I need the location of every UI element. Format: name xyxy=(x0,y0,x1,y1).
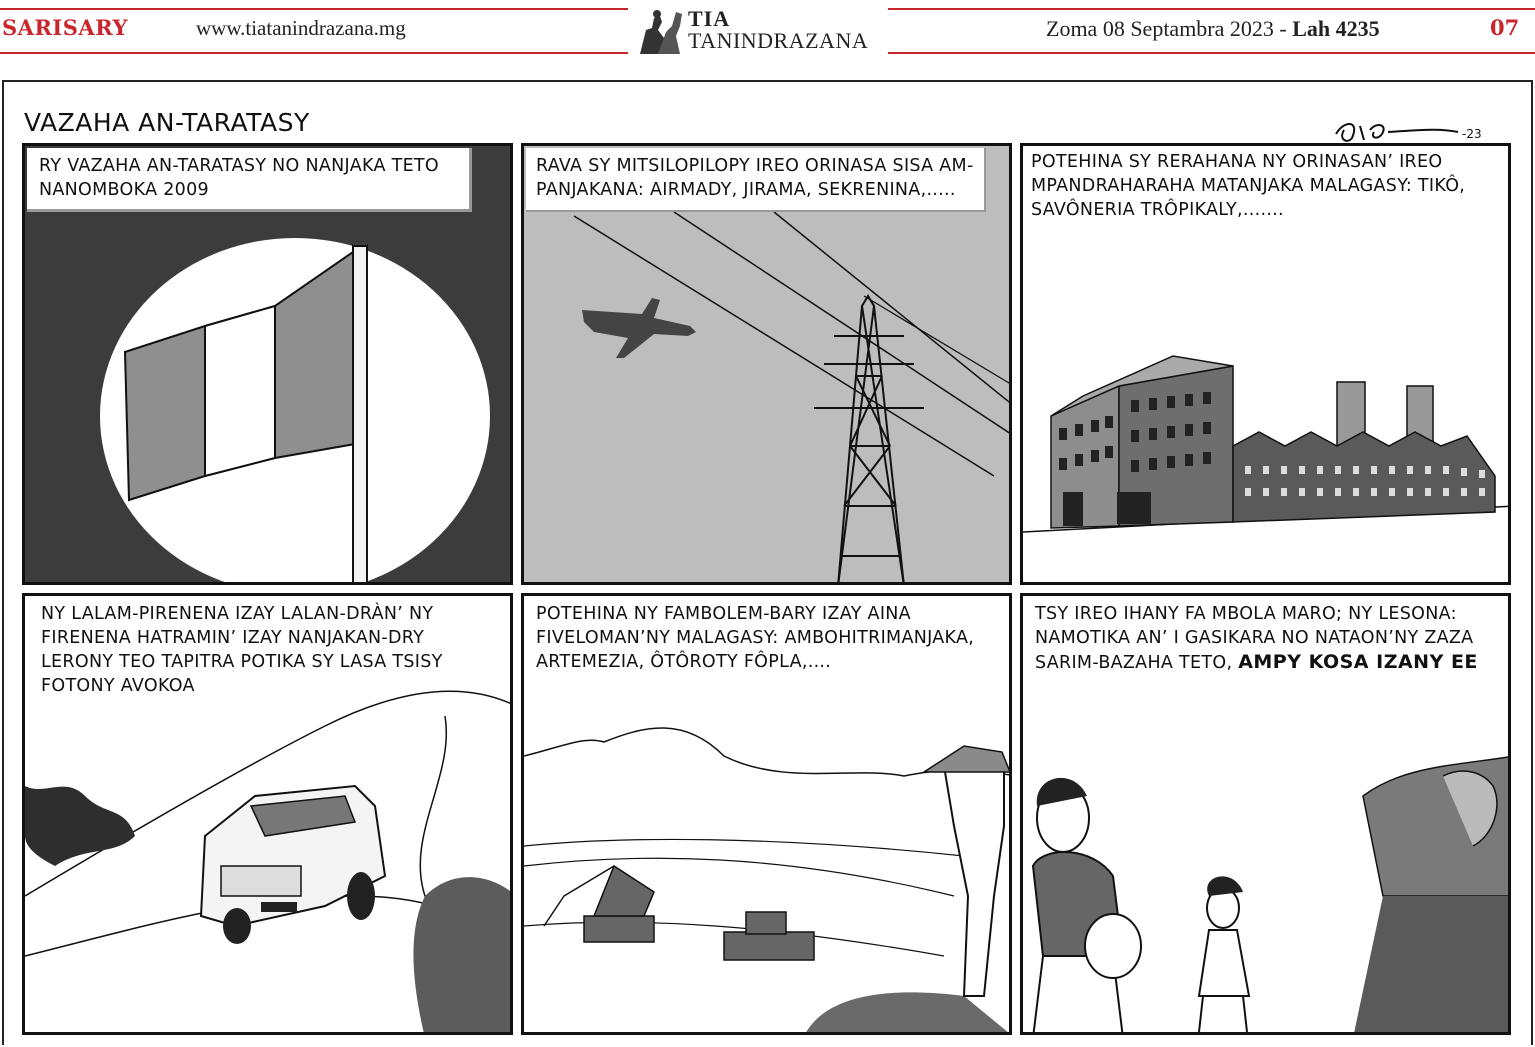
logo-figures-icon xyxy=(636,8,686,56)
logo-line-1: TIA xyxy=(688,6,731,31)
panel-6-caption-emphasis: AMPY KOSA IZANY EE xyxy=(1238,651,1478,673)
issue-date: Zoma 08 Septambra 2023 - xyxy=(1046,16,1293,41)
comic-panel-2 xyxy=(521,143,1012,585)
header-rule-left xyxy=(0,8,628,10)
page-header xyxy=(0,0,1535,70)
panel-2-caption: RAVA SY MITSILOPILOPY IREO ORINASA SISA AM- PANJAKANA: AIRMADY, JIRAMA, SEKRENINA,..... xyxy=(536,156,974,200)
signature-year: -23 xyxy=(1462,127,1482,141)
page-number: 07 xyxy=(1490,15,1520,40)
comic-panel-5 xyxy=(521,593,1012,1035)
issue-date-line xyxy=(1046,16,1380,42)
comic-panel-4 xyxy=(22,593,513,1035)
panel-6-caption-box xyxy=(1035,602,1505,675)
header-rule-right xyxy=(888,8,1535,10)
artist-signature xyxy=(1330,116,1500,146)
logo-line-2: TANINDRAZANA xyxy=(688,28,869,53)
panel-2-caption-box xyxy=(526,148,986,212)
comic-panel-6 xyxy=(1020,593,1511,1035)
comic-panel-1 xyxy=(22,143,513,585)
header-rule-bottom-right xyxy=(888,52,1535,54)
panel-1-caption: RY VAZAHA AN-TARATASY NO NANJAKA TETO NANOMBOKA 2009 xyxy=(39,156,439,200)
panel-3-caption: POTEHINA SY RERAHANA NY ORINASAN’ IREO MPANDRAHARAHA MATANJAKA MALAGASY: TIKÔ, SAVÔNERIA TRÔPIKALY,....... xyxy=(1031,152,1466,220)
panel-6-caption: TSY IREO IHANY FA MBOLA MARO; NY LESONA: NAMOTIKA AN’ I GASIKARA NO NATAON’NY ZAZA SARIM-BAZAHA TETO, xyxy=(1035,604,1474,673)
site-url[interactable]: www.tiatanindrazana.mg xyxy=(196,16,406,40)
issue-number: Lah 4235 xyxy=(1292,16,1380,41)
strip-title: VAZAHA AN-TARATASY xyxy=(24,108,310,137)
newspaper-logo[interactable] xyxy=(636,4,886,56)
section-name: SARISARY xyxy=(2,15,128,40)
comic-panel-3 xyxy=(1020,143,1511,585)
header-rule-bottom xyxy=(0,52,628,54)
panel-5-caption: POTEHINA NY FAMBOLEM-BARY IZAY AINA FIVELOMAN’NY MALAGASY: AMBOHITRIMANJAKA, ARTEMEZIA, ÔTÔROTY FÔPLA,.... xyxy=(536,604,975,672)
panel-4-caption: NY LALAM-PIRENENA IZAY LALAN-DRÀN’ NY FIRENENA HATRAMIN’ IZAY NANJAKAN-DRY LERONY TEO TAPITRA POTIKA SY LASA TSISY FOTONY AVOKOA xyxy=(41,604,443,696)
panel-1-caption-box xyxy=(27,148,472,212)
